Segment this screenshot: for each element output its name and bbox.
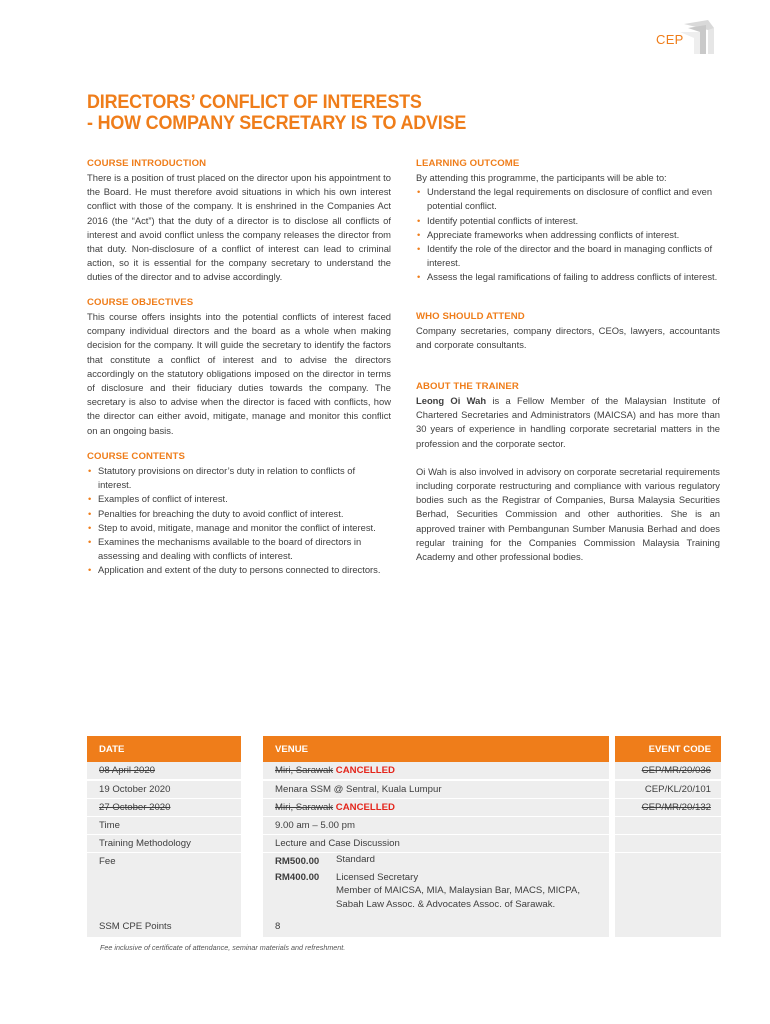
table-row <box>87 817 721 834</box>
methodology-label: Training Methodology <box>87 835 241 852</box>
learning-outcome-heading: LEARNING OUTCOME <box>416 158 520 169</box>
trainer-bio-2: Oi Wah is also involved in advisory on corporate secretarial requirements including corporate restructuring and compliance with various regulatory bodies such as the Registrar of Companies, Bursa Malaysia Securities Berhad, Securities Commission and other authorities. She is an approved trainer with Pembangunan Sumber Manusia Berhad and does regular training for the Companies Commission Malaysia Training Academy and other professional bodies. <box>416 465 720 563</box>
trainer-name: Leong Oi Wah <box>416 395 487 406</box>
session-event-code: CEP/KL/20/101 <box>615 781 721 798</box>
course-contents-heading: COURSE CONTENTS <box>87 451 185 462</box>
fee-licensed-desc: Licensed Secretary <box>336 872 419 883</box>
fee-standard-amount: RM500.00 <box>275 856 320 867</box>
list-item: • Application and extent of the duty to persons connected to directors. <box>87 563 391 577</box>
page-title <box>87 92 565 134</box>
table-row <box>87 835 721 852</box>
trainer-bio-1 <box>416 394 720 451</box>
fee-details <box>263 853 609 919</box>
session-venue: Menara SSM @ Sentral, Kuala Lumpur <box>263 781 609 798</box>
table-row <box>87 781 721 798</box>
cpe-label: SSM CPE Points <box>87 917 241 937</box>
course-objectives-heading: COURSE OBJECTIVES <box>87 297 194 308</box>
fee-note: Fee inclusive of certificate of attendance, seminar materials and refreshment. <box>100 943 346 952</box>
list-item: • Identify potential conflicts of interest. <box>416 214 720 228</box>
learning-outcome-section <box>416 157 720 285</box>
session-date: 08 April 2020 <box>99 765 156 776</box>
list-item: • Assess the legal ramifications of failing to address conflicts of interest. <box>416 270 720 284</box>
session-event-code: CEP/MR/20/036 <box>641 765 711 776</box>
cep-logo <box>656 18 722 58</box>
list-item: • Identify the role of the director and the board in managing conflicts of interest. <box>416 242 720 270</box>
methodology-value: Lecture and Case Discussion <box>263 835 609 852</box>
title-line-2: - HOW COMPANY SECRETARY IS TO ADVISE <box>87 112 467 134</box>
list-item: • Understand the legal requirements on disclosure of conflict and even potential conflict. <box>416 185 720 213</box>
who-should-attend-heading: WHO SHOULD ATTEND <box>416 311 525 322</box>
list-item: • Statutory provisions on director’s duty in relation to conflicts of interest. <box>87 464 391 492</box>
about-trainer-section <box>416 380 720 564</box>
who-should-attend-section <box>416 310 720 352</box>
session-venue: Miri, Sarawak <box>275 765 334 776</box>
time-label: Time <box>87 817 241 834</box>
learning-outcome-list <box>416 185 720 284</box>
fee-licensed-assoc: Sabah Law Assoc. & Advocates Assoc. of Sarawak. <box>336 898 556 910</box>
fee-standard-desc: Standard <box>336 854 375 865</box>
trainer-bio-text: is a Fellow Member of the Malaysian Institute of Chartered Secretaries and Administrators (MAICSA) and has more than 30 years of experience in handling corporate secretarial matters in the profession and the corporate sector. <box>416 395 720 449</box>
cancelled-badge: CANCELLED <box>335 802 395 813</box>
fee-label: Fee <box>87 853 241 919</box>
list-item: • Examples of conflict of interest. <box>87 492 391 506</box>
course-introduction-heading: COURSE INTRODUCTION <box>87 158 207 169</box>
table-row <box>87 762 721 779</box>
course-contents-list <box>87 464 391 578</box>
venue-header: VENUE <box>263 736 609 763</box>
course-introduction-section <box>87 157 391 285</box>
list-item: • Step to avoid, mitigate, manage and monitor the conflict of interest. <box>87 521 391 535</box>
cpe-value: 8 <box>263 917 609 937</box>
course-introduction-text: There is a position of trust placed on the director upon his appointment to the Board. He must therefore avoid situations in which his own interest conflict with those of the company. It is enshrined in the Companies Act 2016 (the “Act”) that the duty of a director is to disclose all conflicts of interest and avoid conflict unless the company releases the director from that duty. Non-disclosure of a conflict of interest can lead to criminal action, so it is essential for the company secretary to understand the duties of the director and to advise accordingly. <box>87 172 391 283</box>
table-row <box>87 799 721 816</box>
fee-licensed-members: Member of MAICSA, MIA, Malaysian Bar, MACS, MICPA, <box>336 885 580 897</box>
time-value: 9.00 am – 5.00 pm <box>263 817 609 834</box>
who-should-attend-text: Company secretaries, company directors, CEOs, lawyers, accountants and corporate consultants. <box>416 325 720 351</box>
building-logo-icon <box>678 18 720 56</box>
title-line-1: DIRECTORS’ CONFLICT OF INTERESTS <box>87 91 422 113</box>
course-objectives-text: This course offers insights into the potential conflicts of interest faced company individual directors and the board as a whole when making decision for the company. It will guide the secretary to identify the factors that constitute a conflict of interest and to advise the directors accordingly on the statutory obligations imposed on the director in terms of disclosure and their fiduciary duties towards the company. The secretary is also to advise when the director is faced with conflicts, how the director can either avoid, mitigate, manage and monitor this conflict on an ongoing basis. <box>87 311 391 436</box>
fee-licensed-amount: RM400.00 <box>275 872 320 883</box>
cancelled-badge: CANCELLED <box>335 765 395 776</box>
event-code-header: EVENT CODE <box>615 736 721 763</box>
about-trainer-heading: ABOUT THE TRAINER <box>416 381 519 392</box>
date-header: DATE <box>87 736 241 763</box>
list-item: • Appreciate frameworks when addressing conflicts of interest. <box>416 228 720 242</box>
course-objectives-section <box>87 296 391 438</box>
session-event-code: CEP/MR/20/132 <box>641 802 711 813</box>
session-date: 19 October 2020 <box>87 781 241 798</box>
session-date: 27 October 2020 <box>99 802 171 813</box>
list-item: • Examines the mechanisms available to the board of directors in assessing and dealing with conflicts of interest. <box>87 535 391 563</box>
table-row <box>87 917 721 937</box>
learning-outcome-intro: By attending this programme, the participants will be able to: <box>416 172 667 183</box>
course-contents-section <box>87 450 391 578</box>
list-item: • Penalties for breaching the duty to avoid conflict of interest. <box>87 507 391 521</box>
session-venue: Miri, Sarawak <box>275 802 334 813</box>
table-header-row <box>87 736 721 753</box>
table-row <box>87 853 721 919</box>
logo-text: CEP <box>656 32 684 47</box>
